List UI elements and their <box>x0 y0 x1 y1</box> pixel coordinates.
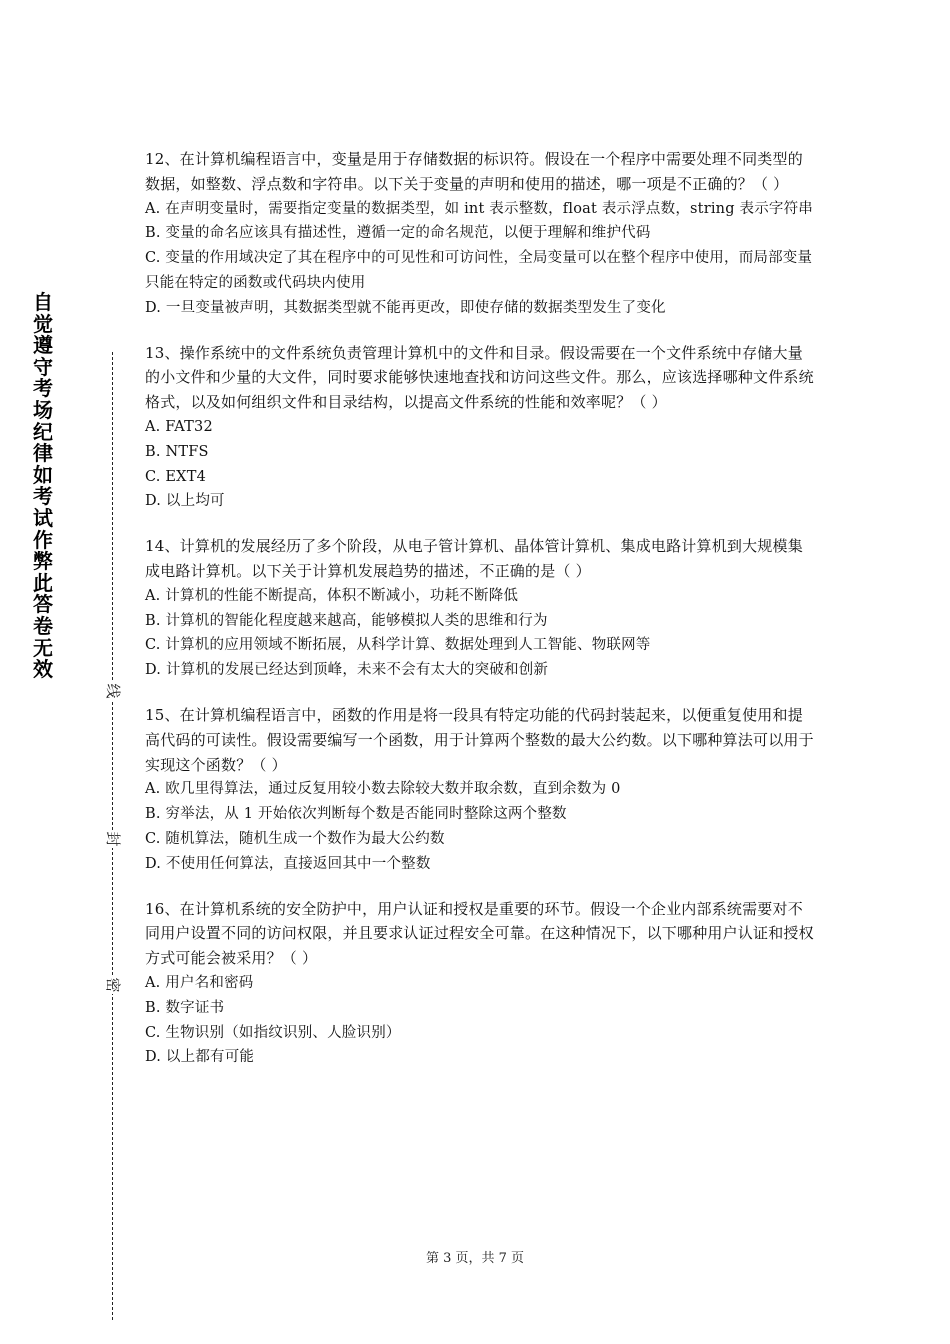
option-c: C. 变量的作用域决定了其在程序中的可见性和可访问性，全局变量可以在整个程序中使用，而局部变量只能在特定的函数或代码块内使用 <box>145 250 813 291</box>
option-d: D. 以上均可 <box>145 493 225 510</box>
option-d: D. 一旦变量被声明，其数据类型就不能再更改，即使存储的数据类型发生了变化 <box>145 299 666 316</box>
question-16 <box>145 897 815 1071</box>
option-b: B. 计算机的智能化程度越来越高，能够模拟人类的思维和行为 <box>145 612 548 629</box>
option-a: A. FAT32 <box>145 418 213 435</box>
question-stem: 14、计算机的发展经历了多个阶段，从电子管计算机、晶体管计算机、集成电路计算机到大规模集成电路计算机。以下关于计算机发展趋势的描述，不正确的是（ ） <box>145 537 803 580</box>
question-stem: 12、在计算机编程语言中，变量是用于存储数据的标识符。假设在一个程序中需要处理不同类型的数据，如整数、浮点数和字符串。以下关于变量的声明和使用的描述，哪一项是不正确的？（ ） <box>145 150 803 193</box>
cut-label-line: 线 <box>104 683 122 699</box>
question-12 <box>145 147 815 321</box>
option-d: D. 以上都有可能 <box>145 1049 255 1066</box>
option-c: C. EXT4 <box>145 468 207 485</box>
option-c: C. 随机算法，随机生成一个数作为最大公约数 <box>145 830 445 847</box>
option-c: C. 计算机的应用领域不断拓展，从科学计算、数据处理到人工智能、物联网等 <box>145 637 651 654</box>
option-b: B. 穷举法，从 1 开始依次判断每个数是否能同时整除这两个整数 <box>145 806 567 823</box>
exam-discipline-notice: 自觉遵守考场纪律如考试作弊此答卷无效 <box>33 290 53 682</box>
option-a: A. 用户名和密码 <box>145 974 254 991</box>
option-b: B. 数字证书 <box>145 999 225 1016</box>
question-list <box>145 147 815 1090</box>
option-a: A. 在声明变量时，需要指定变量的数据类型，如 int 表示整数，float 表示浮点数，string 表示字符串 <box>145 200 813 217</box>
option-c: C. 生物识别（如指纹识别、人脸识别） <box>145 1024 401 1041</box>
question-14 <box>145 534 815 683</box>
cut-label-secret: 密 <box>104 977 122 993</box>
option-b: B. 变量的命名应该具有描述性，遵循一定的命名规范，以便于理解和维护代码 <box>145 225 651 242</box>
option-d: D. 不使用任何算法，直接返回其中一个整数 <box>145 855 431 872</box>
question-15 <box>145 703 815 877</box>
option-a: A. 欧几里得算法，通过反复用较小数去除较大数并取余数，直到余数为 0 <box>145 781 621 798</box>
question-13 <box>145 341 815 515</box>
option-b: B. NTFS <box>145 443 209 460</box>
cut-label-seal: 封 <box>104 831 122 847</box>
option-a: A. 计算机的性能不断提高，体积不断减小，功耗不断降低 <box>145 587 519 604</box>
question-stem: 15、在计算机编程语言中，函数的作用是将一段具有特定功能的代码封装起来，以便重复使用和提高代码的可读性。假设需要编写一个函数，用于计算两个整数的最大公约数。以下哪种算法可以用于实现这个函数？（ ） <box>145 705 814 774</box>
question-stem: 16、在计算机系统的安全防护中，用户认证和授权是重要的环节。假设一个企业内部系统需要对不同用户设置不同的访问权限，并且要求认证过程安全可靠。在这种情况下，以下哪种用户认证和授权方式可能会被采用？（ ） <box>145 899 814 968</box>
page-number: 第 3 页，共 7 页 <box>425 1251 525 1266</box>
question-stem: 13、操作系统中的文件系统负责管理计算机中的文件和目录。假设需要在一个文件系统中存储大量的小文件和少量的大文件，同时要求能够快速地查找和访问这些文件。那么，应该选择哪种文件系统格式，以及如何组织文件和目录结构，以提高文件系统的性能和效率呢？（ ） <box>145 343 814 412</box>
option-d: D. 计算机的发展已经达到顶峰，未来不会有太大的突破和创新 <box>145 662 549 679</box>
